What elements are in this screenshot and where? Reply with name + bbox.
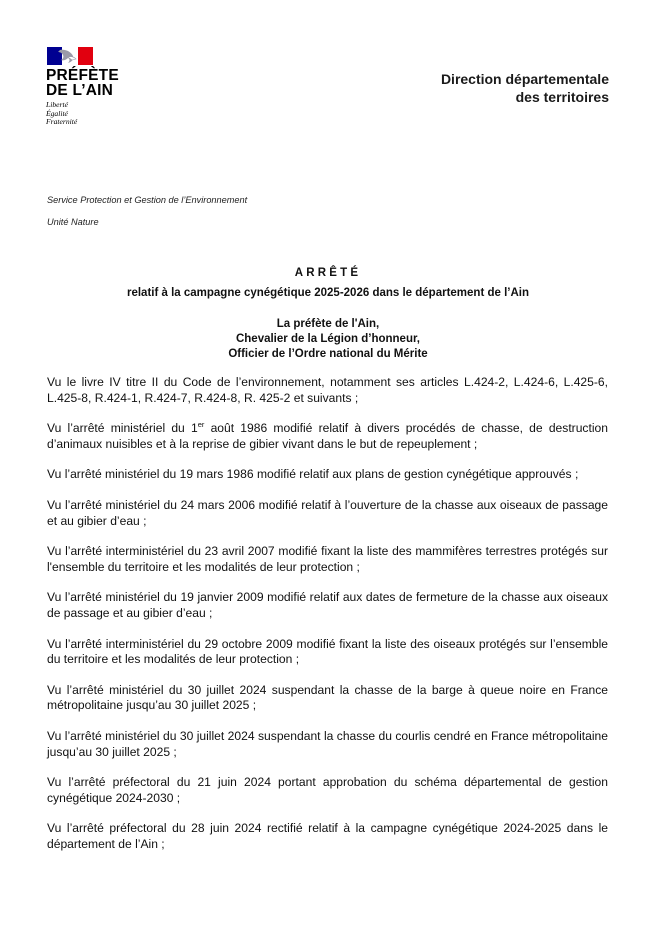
prefecture-name-line2: DE L’AIN — [46, 82, 114, 99]
arrete-subtitle: relatif à la campagne cynégétique 2025-2026 dans le département de l’Ain — [126, 287, 530, 299]
consideration-paragraph: Vu l’arrêté interministériel du 29 octobre 2009 modifié fixant la liste des oiseaux protégés sur l’ensemble du territoire et les modalités de leur protection ; — [47, 636, 608, 667]
arrete-heading: ARRÊTÉ — [294, 267, 362, 279]
consideration-paragraph: Vu l’arrêté ministériel du 24 mars 2006 modifié relatif à l’ouverture de la chasse aux oiseaux de passage et au gibier d’eau ; — [47, 497, 608, 528]
authority-line3: Officier de l’Ordre national du Mérite — [228, 348, 428, 360]
consideration-paragraph: Vu l’arrêté ministériel du 30 juillet 2024 suspendant la chasse de la barge à queue noire en France métropolitaine jusqu’au 30 juillet 2025 ; — [47, 682, 608, 713]
motto-fraternite: Fraternité — [46, 117, 78, 127]
consideration-text: Vu l’arrêté ministériel du 1 — [47, 421, 198, 436]
authority-line1: La préfète de l'Ain, — [276, 318, 380, 330]
authority-line2: Chevalier de la Légion d’honneur, — [235, 333, 421, 345]
direction-heading — [441, 70, 609, 106]
consideration-paragraph: Vu le livre IV titre II du Code de l’environnement, notamment ses articles L.424-2, L.424-6, L.425-6, L.425-8, R.424-1, R.424-7, R.424-8, R. 425-2 et suivants ; — [47, 375, 608, 405]
considerations-list — [47, 375, 608, 867]
consideration-paragraph: Vu l’arrêté ministériel du 19 janvier 2009 modifié relatif aux dates de fermeture de la chasse aux oiseaux de passage et au gibier d’eau ; — [47, 590, 608, 620]
motto-liberte: Liberté — [46, 100, 68, 109]
service-name: Service Protection et Gestion de l’Environnement — [47, 195, 248, 205]
consideration-paragraph: Vu l’arrêté préfectoral du 21 juin 2024 portant approbation du schéma départemental de gestion cynégétique 2024-2030 ; — [47, 775, 608, 805]
direction-line1: Direction départementale — [440, 71, 609, 87]
consideration-paragraph: Vu l’arrêté préfectoral du 28 juin 2024 rectifié relatif à la campagne cynégétique 2024-2025 dans le département de l’Ain ; — [47, 821, 608, 851]
direction-line2: des territoires — [515, 89, 609, 105]
consideration-paragraph: Vu l’arrêté interministériel du 23 avril 2007 modifié fixant la liste des mammifères terrestres protégés sur l'ensemble du territoire et les modalités de leur protection ; — [47, 544, 608, 574]
unit-name: Unité Nature — [47, 217, 99, 227]
consideration-paragraph — [47, 421, 608, 452]
prefecture-name-line1: PRÉFÈTE — [46, 67, 119, 84]
republic-motto — [46, 101, 126, 127]
motto-egalite: Égalité — [46, 108, 68, 118]
ordinal-superscript: er — [197, 420, 205, 430]
prefecture-logo — [46, 47, 126, 127]
authority-block — [0, 317, 656, 362]
consideration-paragraph: Vu l’arrêté ministériel du 19 mars 1986 modifié relatif aux plans de gestion cynégétique approuvés ; — [47, 467, 579, 482]
marianne-flag-icon — [47, 47, 93, 65]
consideration-text: août 1986 modifié relatif à divers procédés de chasse, de destruction d’animaux nuisibles et à la reprise de gibier vivant dans le but de repeuplement ; — [47, 421, 608, 451]
prefecture-name — [46, 68, 126, 98]
consideration-paragraph: Vu l’arrêté ministériel du 30 juillet 2024 suspendant la chasse du courlis cendré en France métropolitaine jusqu’au 30 juillet 2025 ; — [47, 728, 608, 759]
